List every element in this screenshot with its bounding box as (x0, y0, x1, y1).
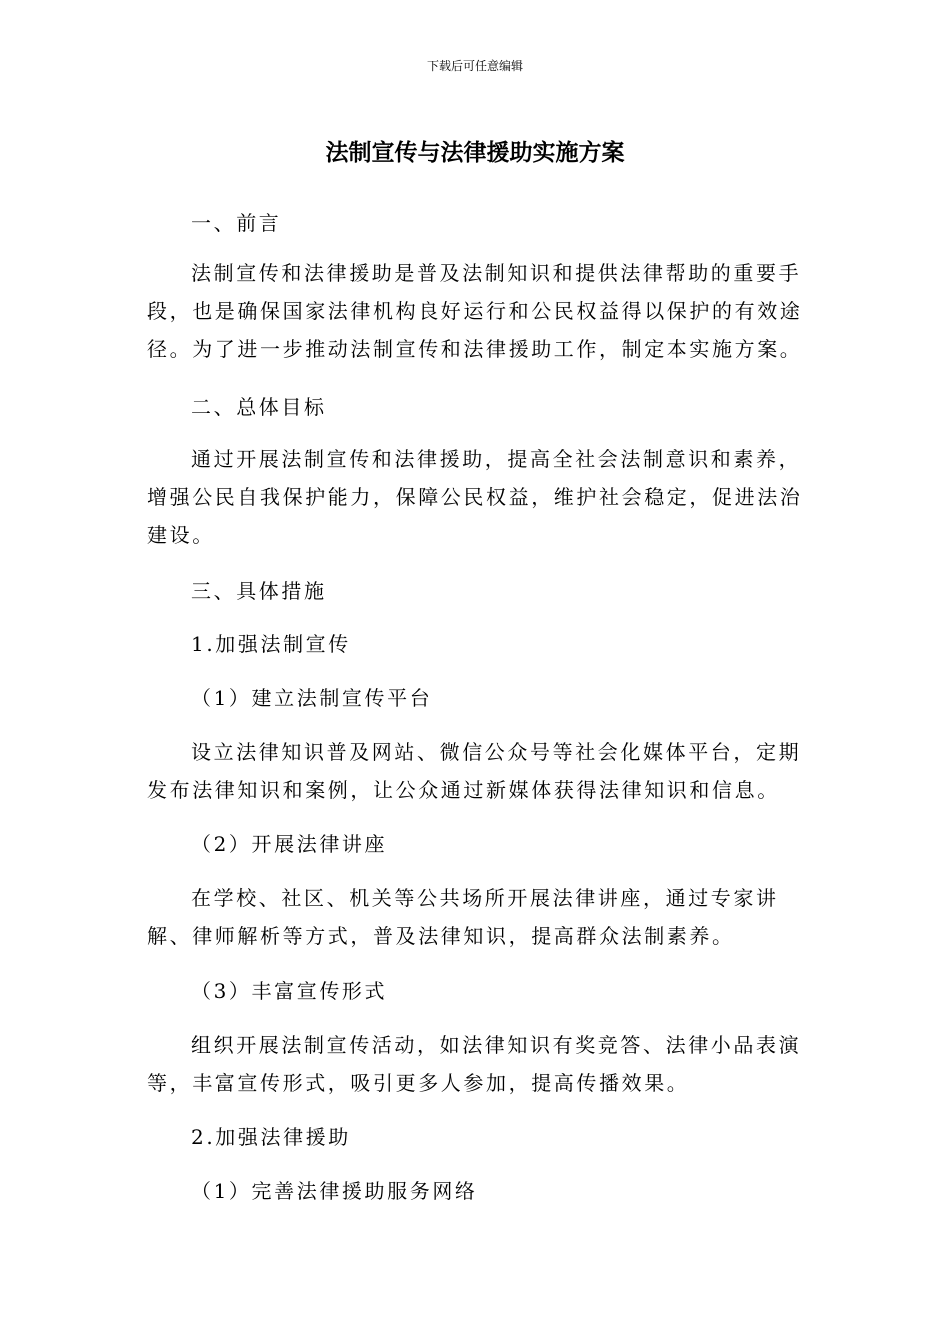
section-3-heading: 三、具体措施 (191, 579, 327, 603)
item-1-2-heading: （2）开展法律讲座 (191, 832, 388, 856)
header-note: 下载后可任意编辑 (426, 59, 523, 73)
section-1-heading: 一、前言 (191, 211, 282, 235)
item-1-3-heading: （3）丰富宣传形式 (191, 979, 388, 1003)
document-title: 法制宣传与法律援助实施方案 (325, 140, 625, 166)
subsection-2-heading: 2.加强法律援助 (191, 1125, 351, 1149)
section-1-paragraph: 法制宣传和法律援助是普及法制知识和提供法律帮助的重要手段，也是确保国家法律机构良好运行和公民权益得以保护的有效途径。为了进一步推动法制宣传和法律援助工作，制定本实施方案。 (147, 261, 803, 361)
item-1-1-heading: （1）建立法制宣传平台 (191, 686, 433, 710)
section-2-heading: 二、总体目标 (191, 395, 327, 419)
item-2-1-heading: （1）完善法律援助服务网络 (191, 1179, 478, 1203)
item-1-2-paragraph: 在学校、社区、机关等公共场所开展法律讲座，通过专家讲解、律师解析等方式，普及法律知识，提高群众法制素养。 (147, 886, 779, 948)
section-2-paragraph: 通过开展法制宣传和法律援助，提高全社会法制意识和素养，增强公民自我保护能力，保障公民权益，维护社会稳定，促进法治建设。 (147, 447, 803, 547)
subsection-1-heading: 1.加强法制宣传 (191, 632, 351, 656)
item-1-3-paragraph: 组织开展法制宣传活动，如法律知识有奖竞答、法律小品表演等，丰富宣传形式，吸引更多人参加，提高传播效果。 (147, 1033, 802, 1095)
item-1-1-paragraph: 设立法律知识普及网站、微信公众号等社会化媒体平台，定期发布法律知识和案例，让公众通过新媒体获得法律知识和信息。 (147, 740, 802, 802)
